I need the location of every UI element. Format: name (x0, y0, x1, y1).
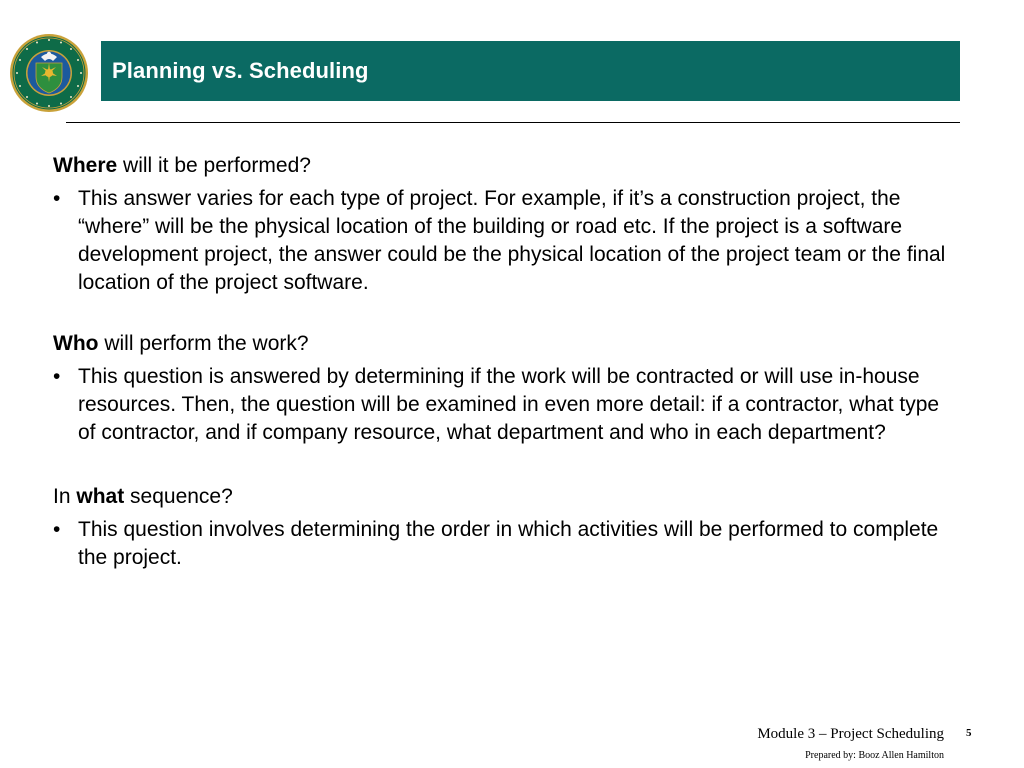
footer-module-label: Module 3 – Project Scheduling (757, 726, 944, 742)
bullet-glyph: • (53, 365, 61, 388)
bullet-item (53, 516, 958, 572)
heading-keyword: Who (53, 332, 99, 355)
title-divider (66, 122, 960, 123)
bullet-text: This answer varies for each type of project. For example, if it’s a construction project, the “where” will be the physical location of the building or road etc. If the project is a software development project, the answer could be the physical location of the project team or the final location of the project software. (78, 187, 946, 294)
section-where (53, 152, 958, 297)
section-heading: Who will perform the work? (53, 332, 309, 355)
department-of-energy-seal-icon (9, 33, 89, 113)
section-heading: Where will it be performed? (53, 154, 311, 177)
slide-title: Planning vs. Scheduling (112, 58, 369, 83)
footer-prepared-by: Prepared by: Booz Allen Hamilton (805, 750, 944, 761)
bullet-text: This question involves determining the order in which activities will be performed to complete the project. (78, 518, 939, 569)
bullet-glyph: • (53, 518, 61, 541)
slide-body (53, 152, 958, 605)
bullet-item (53, 185, 958, 297)
heading-keyword: Where (53, 154, 118, 177)
title-bar (101, 41, 960, 101)
section-heading: In what sequence? (53, 485, 233, 508)
bullet-glyph: • (53, 187, 61, 210)
bullet-text: This question is answered by determining if the work will be contracted or will use in-house resources. Then, the question will be examined in even more detail: if a contractor, what type of contractor, and if company resource, what department and who in each department? (78, 365, 940, 444)
heading-keyword: what (76, 485, 125, 508)
section-who (53, 330, 958, 447)
page-number: 5 (966, 727, 972, 739)
bullet-item (53, 363, 958, 447)
section-what (53, 483, 958, 572)
